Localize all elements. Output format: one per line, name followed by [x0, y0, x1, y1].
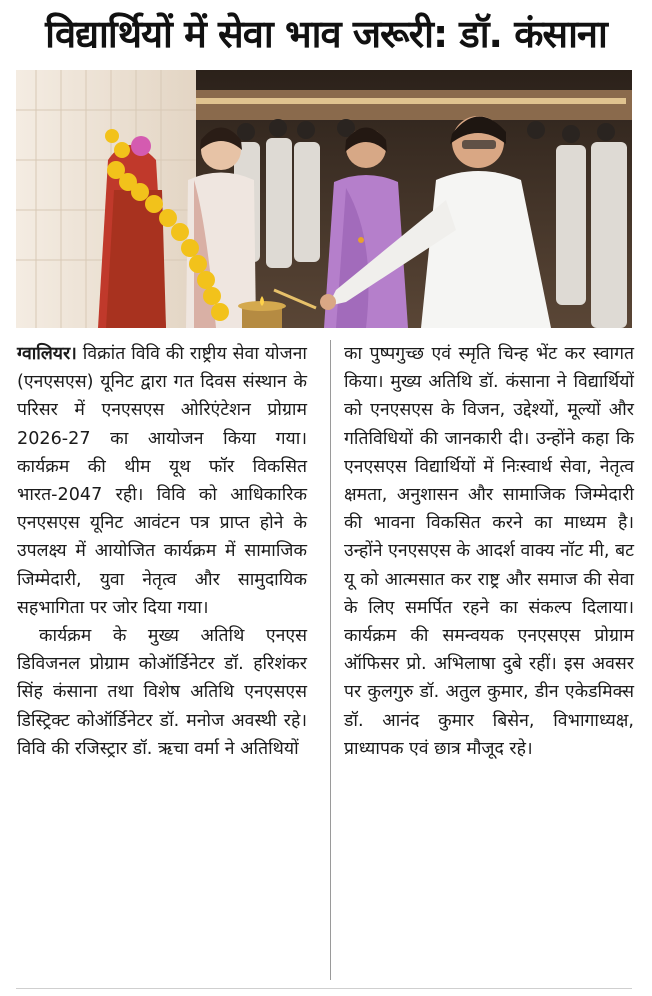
headline: विद्यार्थियों में सेवा भाव जरूरी: डॉ. कंसाना: [45, 12, 607, 56]
news-photo: [16, 70, 632, 328]
article-column-right: [344, 340, 634, 763]
article-paragraph: का पुष्पगुच्छ एवं स्मृति चिन्ह भेंट कर स्वागत किया। मुख्य अतिथि डॉ. कंसाना ने विद्यार्थियों को एनएसएस के विजन, उद्देश्यों, मूल्यों और गतिविधियों की जानकारी दी। उन्होंने कहा कि एनएसएस विद्यार्थियों में निःस्वार्थ सेवा, नेतृत्व क्षमता, अनुशासन और सामाजिक जिम्मेदारी की भावना विकसित करने का माध्यम है। उन्होंने एनएसएस के आदर्श वाक्य नॉट मी, बट यू को आत्मसात कर राष्ट्र और समाज की सेवा के लिए समर्पित रहने का संकल्प दिलाया। कार्यक्रम की समन्वयक एनएसएस प्रोग्राम ऑफिसर प्रो. अभिलाषा दुबे रहीं। इस अवसर पर कुलगुरु डॉ. अतुल कुमार, डीन एकेडमिक्स डॉ. आनंद कुमार बिसेन, विभागाध्यक्ष, प्राध्यापक एवं छात्र मौजूद रहे।: [344, 344, 634, 759]
column-divider: [330, 340, 331, 980]
lamp-lighting-photo: [16, 70, 632, 328]
dateline: ग्वालियर।: [17, 344, 77, 364]
bottom-rule: [16, 988, 632, 989]
article-column-left: [17, 340, 307, 763]
article-paragraph: [17, 340, 307, 622]
article-paragraph: कार्यक्रम के मुख्य अतिथि एनएस डिविजनल प्रोग्राम कोऑर्डिनेटर डॉ. हरिशंकर सिंह कंसाना तथा विशेष अतिथि एनएसएस डिस्ट्रिक्ट कोऑर्डिनेटर डॉ. मनोज अवस्थी रहे। विवि की रजिस्ट्रार डॉ. ऋचा वर्मा ने अतिथियों: [17, 626, 307, 759]
paragraph-text: विक्रांत विवि की राष्ट्रीय सेवा योजना (एनएसएस) यूनिट द्वारा गत दिवस संस्थान के परिसर में एनएसएस ओरिएंटेशन प्रोग्राम 2026-27 का आयोजन किया गया। कार्यक्रम की थीम यूथ फॉर विकसित भारत-2047 रही। विवि को आधिकारिक एनएसएस यूनिट आवंटन पत्र प्राप्त होने के उपलक्ष्य में आयोजित कार्यक्रम में सामाजिक जिम्मेदारी, युवा नेतृत्व और सामुदायिक सहभागिता पर जोर दिया गया।: [17, 344, 307, 618]
